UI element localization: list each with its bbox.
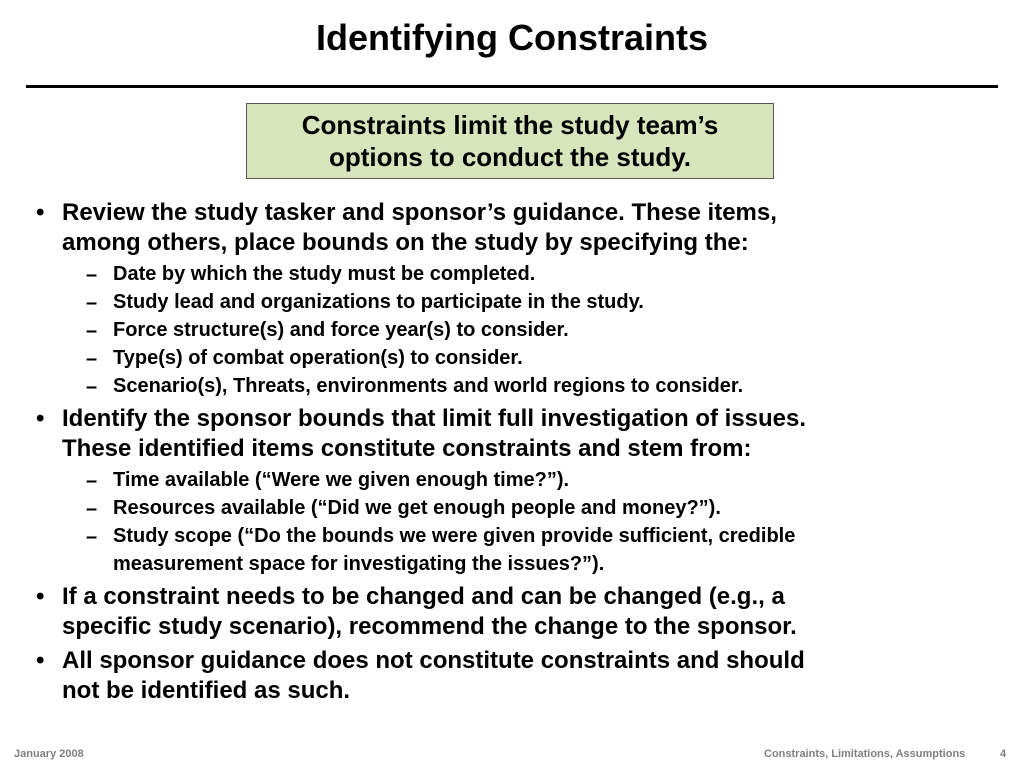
sub-bullet-text: Study lead and organizations to participate in the study. xyxy=(113,291,644,313)
bullet-text-line: All sponsor guidance does not constitute constraints and should xyxy=(62,647,805,674)
bullet-text-line: specific study scenario), recommend the change to the sponsor. xyxy=(62,613,797,640)
sub-bullet-text: Date by which the study must be completed. xyxy=(113,263,536,285)
bullet-glyph: • xyxy=(36,199,45,226)
sub-bullet-text: Scenario(s), Threats, environments and world regions to consider. xyxy=(113,375,744,397)
sub-bullet-text: Force structure(s) and force year(s) to consider. xyxy=(113,319,569,341)
sub-bullet-item xyxy=(62,260,1000,288)
sub-bullet-text: measurement space for investigating the issues?”). xyxy=(113,553,605,575)
footer-page-number: 4 xyxy=(1000,748,1007,760)
callout-line: options to conduct the study. xyxy=(328,142,692,172)
dash-glyph: – xyxy=(86,320,98,342)
dash-glyph: – xyxy=(86,470,98,492)
sub-bullet-text: Study scope (“Do the bounds we were given provide sufficient, credible xyxy=(113,525,796,547)
bullet-text-line: Identify the sponsor bounds that limit full investigation of issues. xyxy=(62,405,807,432)
bullet-item xyxy=(30,198,1000,400)
bullet-text-line: not be identified as such. xyxy=(62,677,351,704)
dash-glyph: – xyxy=(86,498,98,520)
sub-bullet-list xyxy=(62,260,1000,400)
sub-bullet-item xyxy=(62,316,1000,344)
bullet-glyph: • xyxy=(36,647,45,674)
sub-bullet-item xyxy=(62,494,1000,522)
slide-title: Identifying Constraints xyxy=(315,17,708,58)
dash-glyph: – xyxy=(86,292,98,314)
bullet-list xyxy=(30,198,1000,710)
footer-date: January 2008 xyxy=(14,748,84,760)
bullet-item xyxy=(30,646,1000,706)
sub-bullet-text: Type(s) of combat operation(s) to consider. xyxy=(113,347,523,369)
dash-glyph: – xyxy=(86,264,98,286)
bullet-text-line: If a constraint needs to be changed and can be changed (e.g., a xyxy=(62,583,785,610)
sub-bullet-item xyxy=(62,372,1000,400)
sub-bullet-text: Resources available (“Did we get enough people and money?”). xyxy=(113,497,721,519)
dash-glyph: – xyxy=(86,526,98,548)
bullet-item xyxy=(30,404,1000,578)
sub-bullet-item xyxy=(62,522,1000,578)
footer-topic: Constraints, Limitations, Assumptions xyxy=(764,748,966,760)
callout-box xyxy=(246,103,774,179)
bullet-text-line: among others, place bounds on the study by specifying the: xyxy=(62,229,749,256)
sub-bullet-item xyxy=(62,288,1000,316)
sub-bullet-list xyxy=(62,466,1000,578)
callout-line: Constraints limit the study team’s xyxy=(301,110,719,140)
bullet-glyph: • xyxy=(36,583,45,610)
bullet-text-line: Review the study tasker and sponsor’s guidance. These items, xyxy=(62,199,777,226)
bullet-item xyxy=(30,582,1000,642)
bullet-glyph: • xyxy=(36,405,45,432)
dash-glyph: – xyxy=(86,376,98,398)
sub-bullet-item xyxy=(62,466,1000,494)
bullet-text-line: These identified items constitute constraints and stem from: xyxy=(62,435,752,462)
dash-glyph: – xyxy=(86,348,98,370)
sub-bullet-text: Time available (“Were we given enough time?”). xyxy=(113,469,570,491)
sub-bullet-item xyxy=(62,344,1000,372)
title-divider xyxy=(26,85,998,88)
